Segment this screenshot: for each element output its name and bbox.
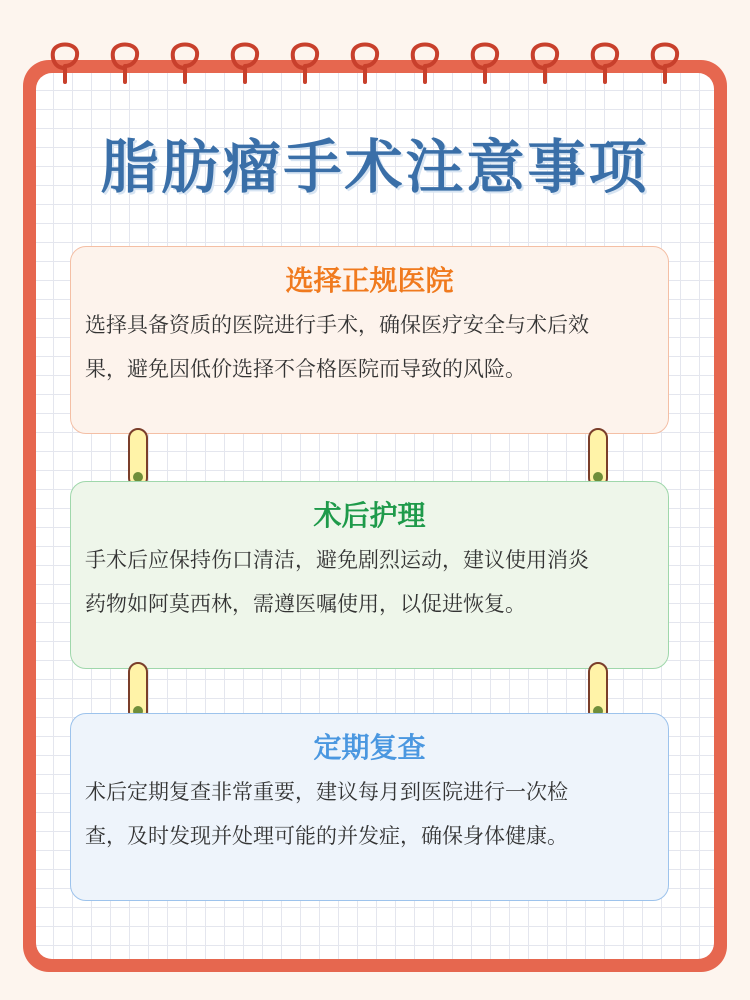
card-body	[85, 538, 658, 626]
spiral-ring-icon	[110, 38, 140, 84]
spiral-ring-icon	[230, 38, 260, 84]
card-regular-checkup	[70, 713, 669, 901]
binder-clip-icon	[588, 428, 608, 488]
spiral-ring-icon	[650, 38, 680, 84]
spiral-ring-icon	[350, 38, 380, 84]
spiral-ring-icon	[470, 38, 500, 84]
card-heading: 选择正规医院	[285, 264, 454, 297]
card-choose-hospital	[70, 246, 669, 434]
spiral-ring-icon	[290, 38, 320, 84]
card-body-line: 手术后应保持伤口清洁，避免剧烈运动，建议使用消炎	[85, 548, 589, 572]
spiral-ring-icon	[530, 38, 560, 84]
card-heading: 定期复查	[313, 731, 426, 764]
card-body	[85, 303, 658, 391]
card-body-line: 选择具备资质的医院进行手术，确保医疗安全与术后效	[85, 313, 589, 337]
spiral-ring-icon	[410, 38, 440, 84]
spiral-ring-icon	[50, 38, 80, 84]
card-body	[85, 770, 658, 858]
card-body-line: 术后定期复查非常重要，建议每月到医院进行一次检	[85, 780, 568, 804]
binder-clip-icon	[128, 428, 148, 488]
card-heading: 术后护理	[313, 499, 426, 532]
page-title: 脂肪瘤手术注意事项	[100, 133, 650, 201]
spiral-ring-icon	[170, 38, 200, 84]
card-post-op-care	[70, 481, 669, 669]
card-body-line: 查，及时发现并处理可能的并发症，确保身体健康。	[85, 824, 568, 848]
card-body-line: 果，避免因低价选择不合格医院而导致的风险。	[85, 357, 526, 381]
spiral-ring-icon	[590, 38, 620, 84]
card-body-line: 药物如阿莫西林，需遵医嘱使用，以促进恢复。	[85, 592, 526, 616]
